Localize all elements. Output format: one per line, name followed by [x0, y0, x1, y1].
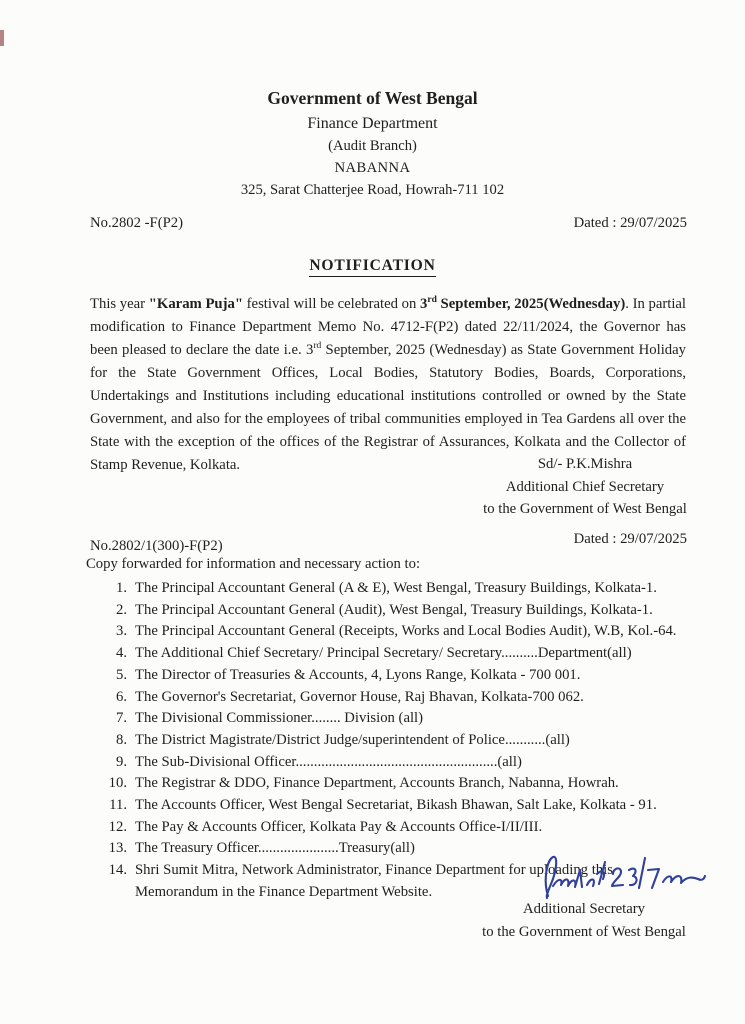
date-1: Dated : 29/07/2025 [573, 215, 687, 231]
memo-number-2: No.2802/1(300)-F(P2) [90, 538, 223, 554]
memo-number-1: No.2802 -F(P2) [90, 215, 184, 231]
list-item: The Principal Accountant General (A & E), West Bengal, Treasury Buildings, Kolkata-1. [135, 580, 657, 596]
branch-name: (Audit Branch) [328, 138, 417, 154]
list-item: The Accounts Officer, West Bengal Secretariat, Bikash Bhawan, Salt Lake, Kolkata - 91. [135, 797, 657, 814]
body-segment: September, 2025 (Wednesday) as State Government Holiday for the State Government Offices, Local Bodies, Statutory Bodies, Boards, Corporations, Undertakings and Institutions including educational institutions controlled or owned by the State Government, and also for the employees of tribal communities employed in Tea Gardens all over the State with the exception of the offices of the Registrar of Assurances, Kolkata and the Collector of Stamp Revenue, Kolkata. [90, 342, 686, 473]
signatory-block-2 [468, 898, 700, 943]
signatory1-designation: Additional Chief Secretary [505, 478, 665, 495]
list-item: The Director of Treasuries & Accounts, 4, Lyons Range, Kolkata - 700 001. [135, 666, 581, 683]
signature-sd: Sd/- P.K.Mishra [537, 456, 633, 472]
building-name: NABANNA [334, 160, 411, 176]
reference-row-1 [90, 215, 687, 232]
signatory1-organization: to the Government of West Bengal [483, 501, 687, 517]
body-segment: September, 2025(Wednesday) [436, 296, 626, 312]
scan-artifact-mark [0, 30, 4, 46]
body-segment-bold: "Karam Puja" [148, 296, 243, 312]
list-item: The Pay & Accounts Officer, Kolkata Pay & Accounts Office-I/II/III. [135, 818, 543, 835]
body-segment: 3 [420, 296, 428, 312]
list-item: The Principal Accountant General (Receipts, Works and Local Bodies Audit), W.B, Kol.-64. [135, 623, 677, 640]
title-wrap [0, 257, 745, 277]
ordinal-superscript: rd [313, 341, 322, 352]
list-item: The District Magistrate/District Judge/superintendent of Police...........(all) [135, 731, 570, 748]
notification-title: NOTIFICATION [309, 257, 435, 277]
copy-forwarded-line: Copy forwarded for information and necessary action to: [86, 556, 421, 572]
government-name: Government of West Bengal [267, 88, 478, 108]
list-item: The Treasury Officer......................Treasury(all) [135, 840, 415, 857]
signatory-block-1 [470, 453, 700, 521]
document-header [0, 88, 745, 199]
handwritten-signature [535, 850, 707, 904]
list-item: The Divisional Commissioner........ Division (all) [135, 710, 424, 727]
signatory2-organization: to the Government of West Bengal [482, 923, 686, 940]
address-line: 325, Sarat Chatterjee Road, Howrah-711 102 [240, 182, 505, 198]
reference-row-2 [90, 531, 687, 555]
signatory2-designation: Additional Secretary [523, 901, 645, 917]
body-segment: festival will be celebrated on [242, 296, 421, 312]
list-item: Shri Sumit Mitra, Network Administrator, Finance Department for uploading this Memorandum in the Finance Department Website. [135, 862, 613, 900]
body-segment-bold [420, 296, 625, 312]
list-item: The Registrar & DDO, Finance Department, Accounts Branch, Nabanna, Howrah. [135, 775, 619, 792]
date-2: Dated : 29/07/2025 [573, 531, 687, 547]
department-name: Finance Department [307, 115, 438, 132]
list-item: The Additional Chief Secretary/ Principal Secretary/ Secretary..........Department(all) [135, 645, 632, 662]
body-segment: This year [90, 296, 149, 312]
body-segment: . In partial modification to Finance Department Memo No. 4712-F(P2) dated 22/11/2024, the Governor has been pleased to declare the date i.e. 3 [90, 296, 687, 358]
list-item: The Principal Accountant General (Audit), West Bengal, Treasury Buildings, Kolkata-1. [135, 601, 653, 618]
list-item: The Governor's Secretariat, Governor House, Raj Bhavan, Kolkata-700 062. [135, 688, 584, 705]
ordinal-superscript: rd [427, 295, 437, 306]
notification-body [90, 293, 686, 477]
list-item: The Sub-Divisional Officer.......................................................(all) [135, 753, 522, 770]
